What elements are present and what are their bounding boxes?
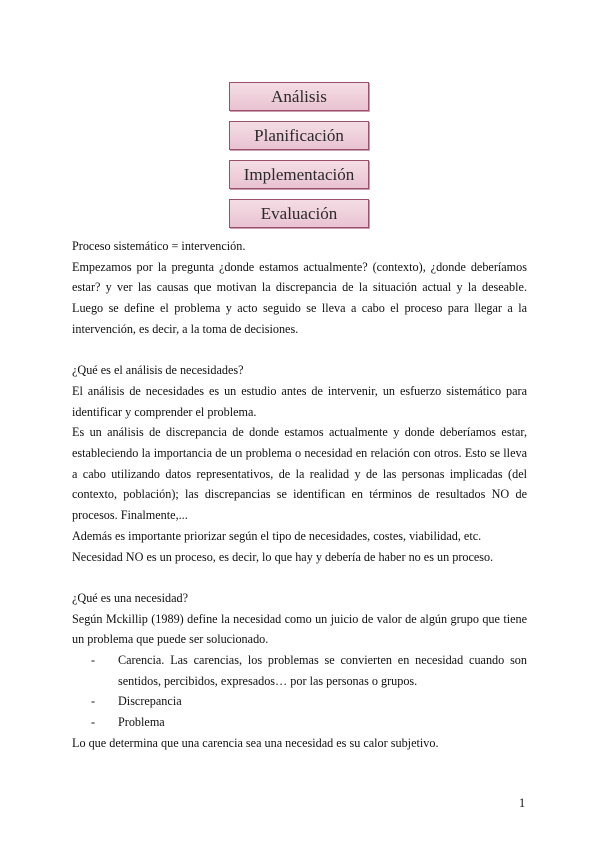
spacer xyxy=(72,340,527,361)
paragraph-proceso: Proceso sistemático = intervención. xyxy=(72,239,246,253)
step-implementacion: Implementación xyxy=(229,160,369,189)
paragraph-pregunta: Empezamos por la pregunta ¿donde estamos actualmente? (contexto), ¿donde deberíamos estar? y ver las causas que motivan la discrepancia de la situación actual y la deseable. Luego se define el problema y acto seguido se lleva a cabo el proceso para llegar a la intervención, es decir, a la toma de decisiones. xyxy=(72,259,527,336)
step-planificacion: Planificación xyxy=(229,121,369,150)
list-item: - Discrepancia xyxy=(72,691,527,712)
step-analisis: Análisis xyxy=(229,82,369,111)
heading-analisis: ¿Qué es el análisis de necesidades? xyxy=(72,363,244,378)
paragraph-priorizar: Además es importante priorizar según el tipo de necesidades, costes, viabilidad, etc. xyxy=(72,528,482,543)
paragraph-mckillip: Según Mckillip (1989) define la necesidad como un juicio de valor de algún grupo que tiene un problema que puede ser solucionado. xyxy=(72,611,527,647)
document-body xyxy=(72,236,527,754)
need-types-list xyxy=(72,650,527,733)
paragraph-estudio: El análisis de necesidades es un estudio antes de intervenir, un esfuerzo sistemático para identificar y comprender el problema. xyxy=(72,383,527,419)
step-evaluacion: Evaluación xyxy=(229,199,369,228)
heading-necesidad: ¿Qué es una necesidad? xyxy=(72,590,189,605)
list-item: - Problema xyxy=(72,712,527,733)
spacer xyxy=(72,567,527,588)
list-item: - Carencia. Las carencias, los problemas se convierten en necesidad cuando son sentidos, percibidos, expresados… por las personas o grupos. xyxy=(72,650,527,691)
page-number: 1 xyxy=(519,796,526,810)
paragraph-discrepancia: Es un análisis de discrepancia de donde estamos actualmente y donde deberíamos estar, estableciendo la importancia de un problema o necesidad en relación con otros. Esto se lleva a cabo utilizando datos representativos, de la realidad y de las personas implicadas (del contexto, población); las discrepancias se identifican en términos de resultados NO de procesos. Finalmente,... xyxy=(72,425,527,523)
paragraph-necesidad-no: Necesidad NO es un proceso, es decir, lo que hay y debería de haber no es un proceso. xyxy=(72,549,494,564)
paragraph-conclusion: Lo que determina que una carencia sea una necesidad es su calor subjetivo. xyxy=(72,735,439,750)
